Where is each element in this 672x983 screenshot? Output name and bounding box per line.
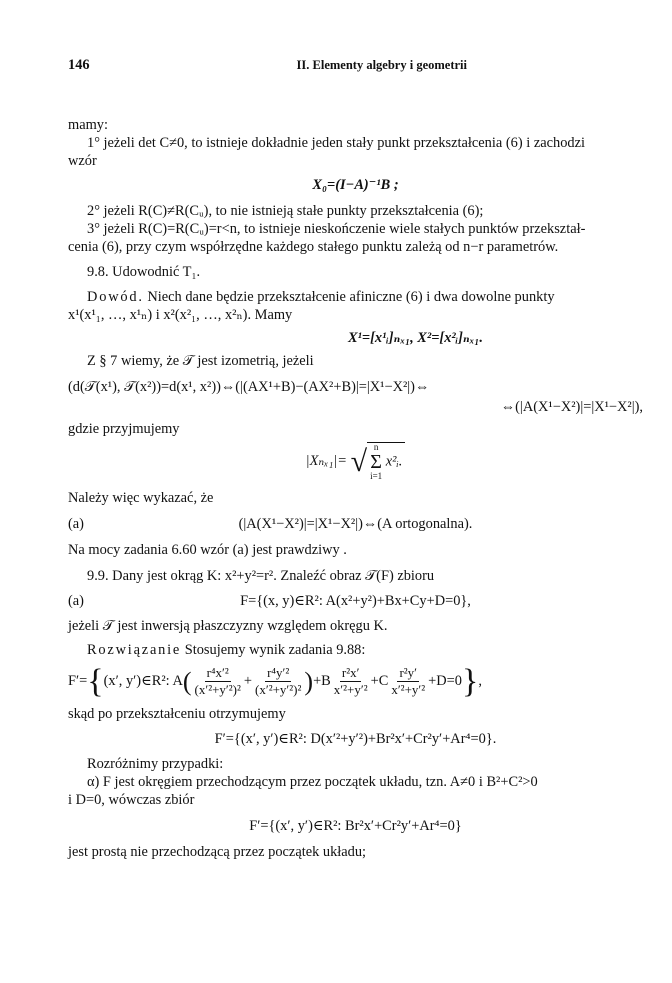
norm-lhs: |Xₙₓ₁|= xyxy=(305,452,347,469)
sum-lower: i=1 xyxy=(370,471,383,481)
equation-isometry-1: (d(𝒯(x¹), 𝒯(x²))=d(x¹, x²))⇔(|(AX¹+B)−(AX²+B)|=|X¹−X²|)⇔ xyxy=(68,379,430,395)
equation-F-body: F={(x, y)∈R²: A(x²+y²)+Bx+Cy+D=0}, xyxy=(240,593,471,609)
eqF1-tail: +D=0 xyxy=(428,673,462,690)
fraction-3-num: r²x′ xyxy=(340,665,362,682)
text-nalezy: Należy więc wykazać, że xyxy=(68,490,214,506)
sum-symbol: n Σ i=1 xyxy=(370,442,383,481)
equation-x0: X₀=(I−A)⁻¹B ; xyxy=(312,177,399,193)
running-title: II. Elementy algebry i geometrii xyxy=(296,58,467,72)
sqrt-symbol: √ n Σ i=1 x²ᵢ. xyxy=(351,442,406,481)
equation-a-body: (|A(X¹−X²)|=|X¹−X²|)⇔(A ortogonalna). xyxy=(238,516,473,532)
case1-line2: wzór xyxy=(68,153,97,169)
proof-heading: Dowód. xyxy=(87,289,144,305)
case3-line2: cenia (6), przy czym współrzędne każdego stałego punktu zależą od n−r parametrów. xyxy=(68,239,559,255)
text-cases: Rozróżnimy przypadki: xyxy=(87,755,224,772)
fraction-3-den: x′²+y′² xyxy=(333,682,368,698)
equation-norm xyxy=(68,442,643,481)
proof-line2: x¹(x¹₁, …, x¹ₙ) i x²(x²₁, …, x²ₙ). Mamy xyxy=(68,307,293,323)
fraction-4-num: r²y′ xyxy=(397,665,419,682)
equation-F-prime-1: F′={(x′, y′)∈R²: A( $\frac{\text{r⁴x′²}}{\text{(x′²+y′²)²}}$ + $\frac{\text{r⁴y′²}}{\text{(x′²+y′²)²}}$ )+B $\frac{\text{r²x′}}{\text{x′²+y′²}}$ +C $\frac{\text{r²y′}}{\text{x′²+y′²}}$ +D=0}, xyxy=(68,662,482,700)
page-number: 146 xyxy=(68,57,90,73)
book-page xyxy=(68,56,643,861)
equation-F-label: (a) xyxy=(68,593,84,609)
text-jezeli: jeżeli 𝒯 jest inwersją płaszczyzny względem okręgu K. xyxy=(68,618,388,634)
proof-line1-text: Niech dane będzie przekształcenie afiniczne (6) i dwa dowolne punkty xyxy=(143,289,555,305)
solution-line xyxy=(68,641,643,659)
equation-F xyxy=(68,592,643,610)
case2-line: 2° jeżeli R(C)≠R(Cᵤ), to nie istnieją stałe punkty przekształcenia (6); xyxy=(87,203,484,219)
eqF1-lhs: F′= xyxy=(68,673,88,690)
case3-line1: 3° jeżeli R(C)=R(Cᵤ)=r<n, to istnieje nieskończenie wiele stałych punktów przekształ- xyxy=(87,221,586,237)
equation-a xyxy=(68,515,643,533)
proof-line1 xyxy=(68,288,643,306)
sum-upper: n xyxy=(373,442,379,452)
solution-line-text: Stosujemy wynik zadania 9.88: xyxy=(181,642,366,658)
text-na-mocy: Na mocy zadania 6.60 wzór (a) jest prawdziwy . xyxy=(68,542,347,558)
fraction-4-den: x′²+y′² xyxy=(391,682,426,698)
case-alpha-line2: i D=0, wówczas zbiór xyxy=(68,791,195,808)
fraction-2-num: r⁴y′² xyxy=(265,665,291,682)
solution-heading: Rozwiązanie xyxy=(87,642,182,658)
text-last: jest prostą nie przechodzącą przez początek układu; xyxy=(68,843,367,860)
eqF1-set: (x′, y′)∈R²: A xyxy=(103,673,183,690)
equation-F-prime-2: F′={(x′, y′)∈R²: D(x′²+y′²)+Br²x′+Cr²y′+Ar⁴=0}. xyxy=(214,730,497,747)
case1-line1: 1° jeżeli det C≠0, to istnieje dokładnie jeden stały punkt przekształcenia (6) i zachodzi xyxy=(87,135,585,151)
case-alpha-line1: α) F jest okręgiem przechodzącym przez początek układu, tzn. A≠0 i B²+C²>0 xyxy=(87,773,538,790)
page-header xyxy=(68,56,643,74)
text-mamy: mamy: xyxy=(68,117,108,133)
exercise-9-8-text: 9.8. Udowodnić T₁. xyxy=(87,264,201,280)
fraction-4 xyxy=(389,665,427,699)
fraction-1-den: (x′²+y′²)² xyxy=(194,682,241,698)
fraction-2-den: (x′²+y′²)² xyxy=(255,682,302,698)
equation-x-vectors: X¹=[x¹ᵢ]ₙₓ₁, X²=[x²ᵢ]ₙₓ₁. xyxy=(347,330,484,346)
equation-isometry-2: ⇔(|A(X¹−X²)|=|X¹−X²|), xyxy=(500,399,643,415)
text-skad: skąd po przekształceniu otrzymujemy xyxy=(68,705,286,722)
exercise-9-9: 9.9. Dany jest okrąg K: x²+y²=r². Znaleźć obraz 𝒯(F) zbioru xyxy=(87,568,435,584)
fraction-1 xyxy=(193,665,243,699)
equation-F-prime-3: F′={(x′, y′)∈R²: Br²x′+Cr²y′+Ar⁴=0} xyxy=(249,817,462,834)
text-z7: Z § 7 wiemy, że 𝒯 jest izometrią, jeżeli xyxy=(87,353,314,369)
equation-a-label: (a) xyxy=(68,516,84,532)
fraction-1-num: r⁴x′² xyxy=(205,665,231,682)
norm-summand: x²ᵢ. xyxy=(385,453,403,470)
fraction-3 xyxy=(332,665,370,699)
text-gdzie: gdzie przyjmujemy xyxy=(68,421,180,437)
exercise-9-8 xyxy=(68,263,643,281)
fraction-2 xyxy=(253,665,303,699)
